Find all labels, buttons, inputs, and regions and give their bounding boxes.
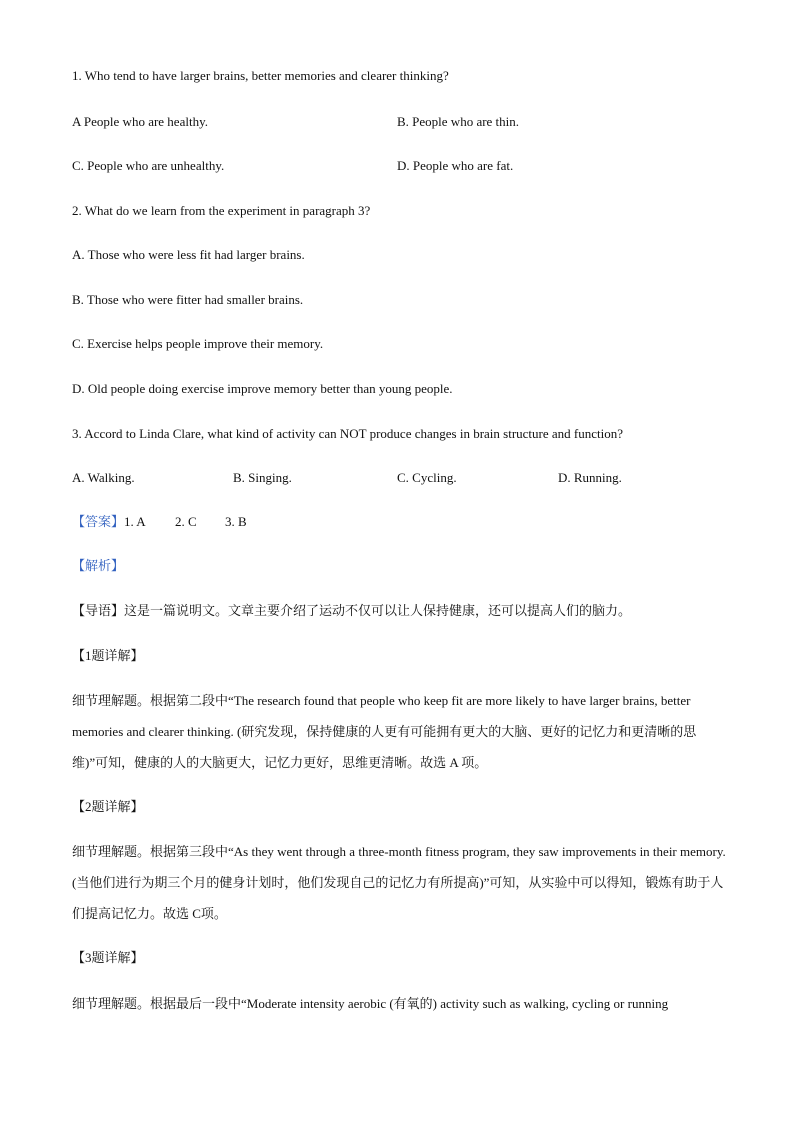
detail-2-label: 【2题详解】 — [72, 799, 144, 814]
question-1-option-a: A People who are healthy. — [72, 114, 208, 129]
question-1-option-b: B. People who are thin. — [397, 114, 520, 129]
question-1-option-c: C. People who are unhealthy. — [72, 158, 225, 173]
question-1-stem: 1. Who tend to have larger brains, better memories and clearer thinking? — [72, 68, 449, 83]
analysis-label: 【解析】 — [72, 558, 125, 573]
question-3-option-a: A. Walking. — [72, 470, 135, 485]
question-2-option-d: D. Old people doing exercise improve memory better than young people. — [72, 381, 453, 396]
answer-item-3: 3. B — [225, 514, 247, 529]
detail-3-label: 【3题详解】 — [72, 950, 144, 965]
question-2-option-b: B. Those who were fitter had smaller brains. — [72, 292, 304, 307]
detail-1-label: 【1题详解】 — [72, 648, 144, 663]
answer-line — [72, 514, 247, 530]
answer-item-2: 2. C — [175, 514, 197, 529]
detail-1-text: 细节理解题。根据第二段中“The research found that people who keep fit are more likely to have larger brains, better memories and clearer thinking. (研究发现，保持健康的人更有可能拥有更大的大脑、更好的记忆力和更清晰的思维)”可知，健康的人的大脑更大，记忆力更好，思维更清晰。故选 A 项。 — [72, 693, 697, 770]
question-3-option-c: C. Cycling. — [397, 470, 457, 485]
detail-2-text: 细节理解题。根据第三段中“As they went through a three-month fitness program, they saw improvements in their memory. (当他们进行为期三个月的健身计划时，他们发现自己的记忆力有所提高)”可知，从实验中可以得知，锻炼有助于人们提高记忆力。故选 C项。 — [72, 844, 726, 921]
question-3-stem: 3. Accord to Linda Clare, what kind of activity can NOT produce changes in brain structure and function? — [72, 426, 624, 441]
answer-item-1: 1. A — [124, 514, 146, 529]
question-1-option-d: D. People who are fat. — [397, 158, 514, 173]
question-2-option-a: A. Those who were less fit had larger brains. — [72, 247, 305, 262]
answer-label: 【答案】 — [72, 514, 125, 529]
question-2-stem: 2. What do we learn from the experiment in paragraph 3? — [72, 203, 371, 218]
question-3-option-b: B. Singing. — [233, 470, 292, 485]
question-2-option-c: C. Exercise helps people improve their memory. — [72, 336, 324, 351]
guide-text: 【导语】这是一篇说明文。文章主要介绍了运动不仅可以让人保持健康，还可以提高人们的脑力。 — [72, 603, 632, 618]
question-3-option-d: D. Running. — [558, 470, 622, 485]
detail-3-text: 细节理解题。根据最后一段中“Moderate intensity aerobic (有氧的) activity such as walking, cycling or running — [72, 996, 669, 1011]
